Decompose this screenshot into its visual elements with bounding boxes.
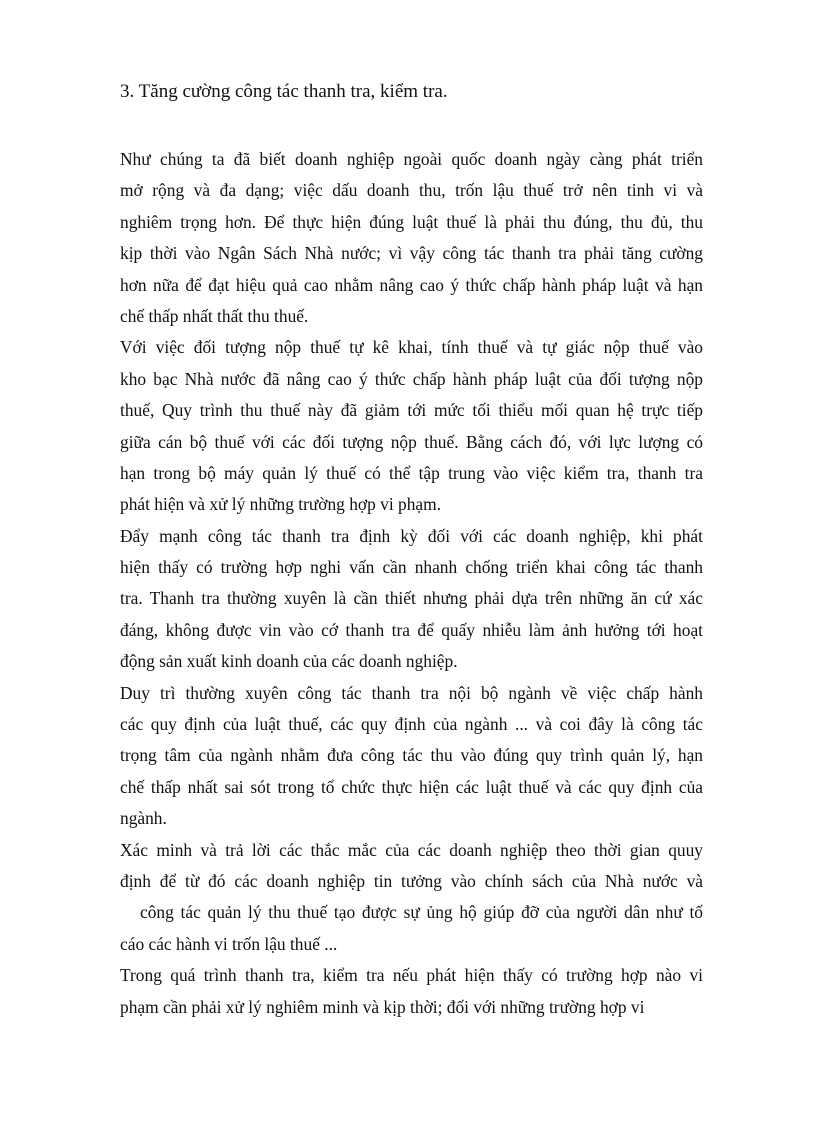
body-text: [120, 144, 703, 1023]
text-line: kịp thời vào Ngân Sách Nhà nước; vì vậy công tác thanh tra phải tăng cường: [120, 243, 703, 264]
text-line: Duy trì thường xuyên công tác thanh tra nội bộ ngành về việc chấp hành: [120, 682, 703, 703]
text-line: Trong quá trình thanh tra, kiểm tra nếu phát hiện thấy có trường hợp nào vi: [120, 965, 703, 986]
text-line: giữa cán bộ thuế với các đối tượng nộp thuế. Bằng cách đó, với lực lượng có: [120, 431, 703, 452]
text-line: Với việc đối tượng nộp thuế tự kê khai, tính thuế và tự giác nộp thuế vào: [120, 337, 703, 358]
section-heading: 3. Tăng cường công tác thanh tra, kiểm tra.: [120, 81, 448, 102]
text-line: tra. Thanh tra thường xuyên là cần thiết nhưng phải dựa trên những ăn cứ xác: [120, 588, 703, 609]
text-line: đáng, không được vin vào cớ thanh tra để quấy nhiễu làm ảnh hưởng tới hoạt: [120, 619, 703, 640]
text-line: hiện thấy có trường hợp nghi vấn cần nhanh chống triển khai công tác thanh: [120, 557, 703, 578]
text-line: nghiêm trọng hơn. Để thực hiện đúng luật thuế là phải thu đúng, thu đủ, thu: [120, 211, 703, 232]
text-line: các quy định của luật thuế, các quy định của ngành ... và coi đây là công tác: [120, 714, 703, 735]
text-line: định để từ đó các doanh nghiệp tin tưởng vào chính sách của Nhà nước và: [120, 870, 703, 891]
text-line: trọng tâm của ngành nhằm đưa công tác thu vào đúng quy trình quản lý, hạn: [120, 745, 703, 766]
text-line: ngành.: [120, 808, 167, 829]
text-line: hạn trong bộ máy quản lý thuế có thể tập trung vào việc kiểm tra, thanh tra: [120, 462, 703, 483]
text-line: kho bạc Nhà nước đã nâng cao ý thức chấp hành pháp luật của đối tượng nộp: [120, 368, 703, 389]
text-line: mở rộng và đa dạng; việc dấu doanh thu, trốn lậu thuế trở nên tinh vi và: [120, 180, 703, 201]
text-line: chế thấp nhất thất thu thuế.: [120, 305, 309, 326]
text-line: công tác quản lý thu thuế tạo được sự ủng hộ giúp đỡ của người dân như tố: [140, 902, 703, 923]
text-line: Như chúng ta đã biết doanh nghiệp ngoài quốc doanh ngày càng phát triển: [120, 149, 703, 169]
text-line: Đẩy mạnh công tác thanh tra định kỳ đối với các doanh nghiệp, khi phát: [120, 525, 703, 546]
text-line: chế thấp nhất sai sót trong tổ chức thực hiện các luật thuế và các quy định của: [120, 776, 703, 797]
text-line: thuế, Quy trình thu thuế này đã giảm tới mức tối thiểu mối quan hệ trực tiếp: [120, 400, 703, 421]
text-line: cáo các hành vi trốn lậu thuế ...: [120, 933, 338, 954]
text-line: hơn nữa để đạt hiệu quả cao nhằm nâng cao ý thức chấp hành pháp luật và hạn: [120, 274, 703, 295]
text-line: động sản xuất kinh doanh của các doanh nghiệp.: [120, 651, 458, 672]
text-line: phạm cần phải xử lý nghiêm minh và kịp thời; đối với những trường hợp vi: [120, 996, 645, 1017]
text-line: Xác minh và trả lời các thắc mắc của các doanh nghiệp theo thời gian quuy: [120, 839, 703, 860]
text-line: phát hiện và xử lý những trường hợp vi phạm.: [120, 494, 442, 515]
